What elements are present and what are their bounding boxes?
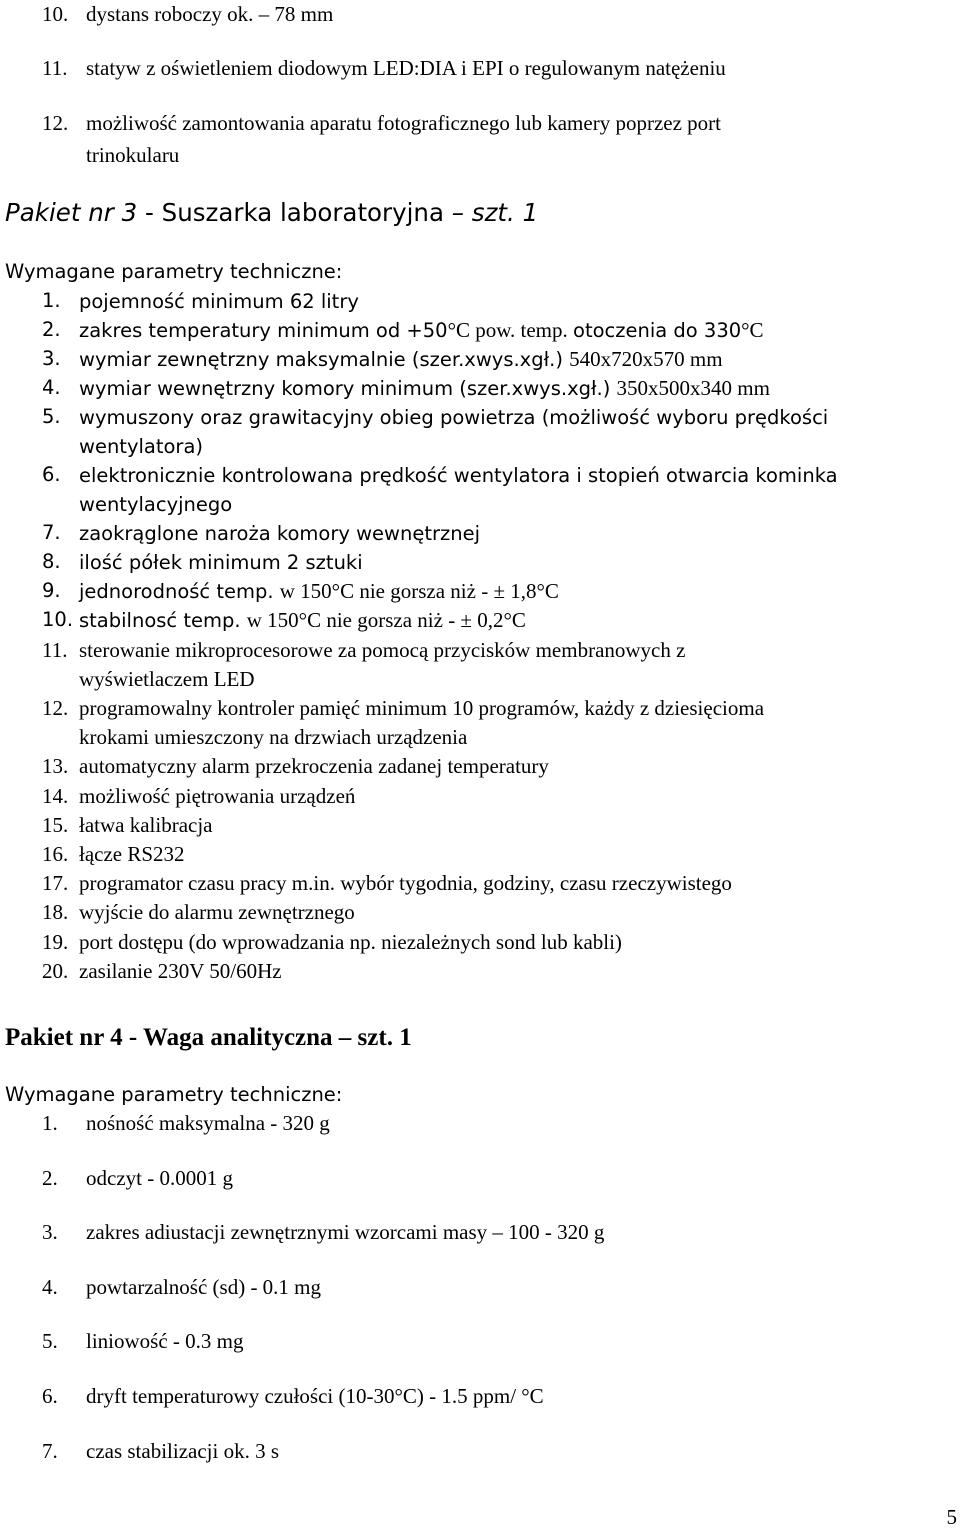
item-text: trinokularu bbox=[86, 143, 180, 167]
item-text bbox=[79, 669, 255, 690]
text-segment: automatyczny alarm przekroczenia zadanej temperatury bbox=[79, 754, 549, 778]
text-segment: zakres temperatury minimum od +50 bbox=[79, 319, 448, 342]
text-segment: sterowanie mikroprocesorowe za pomocą przycisków membranowych z bbox=[79, 638, 686, 662]
item-number: 7. bbox=[42, 521, 61, 544]
item-text bbox=[79, 873, 732, 894]
item-number: 18. bbox=[42, 900, 69, 924]
text-segment: pojemność minimum 62 litry bbox=[79, 290, 359, 313]
item-text bbox=[79, 815, 213, 836]
text-segment: °C bbox=[741, 318, 764, 342]
item-text: liniowość - 0.3 mg bbox=[86, 1329, 244, 1353]
item-text bbox=[79, 494, 232, 515]
item-number: 10. bbox=[42, 2, 69, 26]
item-number: 1. bbox=[42, 1111, 58, 1135]
text-segment: 350x500x340 mm bbox=[616, 376, 770, 400]
package4-title: Pakiet nr 4 - Waga analityczna – szt. 1 bbox=[5, 1024, 412, 1051]
item-text bbox=[79, 698, 764, 719]
item-text bbox=[79, 523, 480, 544]
item-text: odczyt - 0.0001 g bbox=[86, 1166, 233, 1190]
page-number: 5 bbox=[946, 1505, 957, 1529]
item-number: 17. bbox=[42, 871, 69, 895]
text-segment: °C pow. temp. bbox=[447, 318, 574, 342]
item-number: 15. bbox=[42, 813, 69, 837]
item-text bbox=[79, 320, 764, 341]
item-number: 2. bbox=[42, 1166, 58, 1190]
item-text: statyw z oświetleniem diodowym LED:DIA i EPI o regulowanym natężeniu bbox=[86, 56, 726, 80]
item-text: dryft temperaturowy czułości (10-30°C) - 1.5 ppm/ °C bbox=[86, 1384, 544, 1408]
item-text: nośność maksymalna - 320 g bbox=[86, 1111, 330, 1135]
text-segment: programator czasu pracy m.in. wybór tygodnia, godziny, czasu rzeczywistego bbox=[79, 871, 732, 895]
item-text bbox=[79, 378, 770, 399]
package3-title-part: - Suszarka laboratoryjna bbox=[137, 198, 452, 227]
item-text bbox=[79, 407, 828, 428]
text-segment: otoczenia do 330 bbox=[573, 319, 742, 342]
item-text: możliwość zamontowania aparatu fotograficznego lub kamery poprzez port bbox=[86, 111, 721, 135]
item-text bbox=[79, 581, 559, 602]
item-text bbox=[79, 610, 526, 631]
text-segment: w 150°C nie gorsza niż - ± 0,2°C bbox=[246, 608, 526, 632]
item-text: zakres adiustacji zewnętrznymi wzorcami masy – 100 - 320 g bbox=[86, 1220, 605, 1244]
item-number: 20. bbox=[42, 959, 69, 983]
item-text bbox=[79, 291, 359, 312]
item-number: 11. bbox=[42, 638, 68, 662]
item-text: dystans roboczy ok. – 78 mm bbox=[86, 2, 334, 26]
item-number: 4. bbox=[42, 376, 61, 399]
item-number: 13. bbox=[42, 754, 69, 778]
package3-title bbox=[5, 198, 539, 227]
item-number: 6. bbox=[42, 463, 61, 486]
item-text bbox=[79, 902, 355, 923]
item-text bbox=[79, 932, 622, 953]
item-text: powtarzalność (sd) - 0.1 mg bbox=[86, 1275, 322, 1299]
item-number: 2. bbox=[42, 318, 61, 341]
item-number: 16. bbox=[42, 842, 69, 866]
item-number: 6. bbox=[42, 1384, 58, 1408]
item-text bbox=[79, 727, 467, 748]
item-text bbox=[79, 756, 549, 777]
item-number: 10. bbox=[42, 608, 74, 631]
item-number: 1. bbox=[42, 289, 61, 312]
item-number: 7. bbox=[42, 1439, 58, 1463]
text-segment: port dostępu (do wprowadzania np. niezależnych sond lub kabli) bbox=[79, 930, 622, 954]
item-number: 8. bbox=[42, 550, 61, 573]
package3-params-label: Wymagane parametry techniczne: bbox=[5, 260, 343, 283]
item-text bbox=[79, 844, 185, 865]
text-segment: zasilanie 230V 50/60Hz bbox=[79, 959, 282, 983]
item-text bbox=[79, 640, 685, 661]
text-segment: jednorodność temp. bbox=[79, 580, 280, 603]
text-segment: w 150°C nie gorsza niż - ± 1,8°C bbox=[279, 579, 559, 603]
text-segment: zaokrąglone naroża komory wewnętrznej bbox=[79, 522, 480, 545]
item-number: 9. bbox=[42, 579, 61, 602]
item-text bbox=[79, 786, 355, 807]
item-text bbox=[79, 961, 282, 982]
text-segment: wentylacyjnego bbox=[79, 493, 233, 516]
item-number: 5. bbox=[42, 405, 61, 428]
text-segment: krokami umieszczony na drzwiach urządzenia bbox=[79, 725, 468, 749]
item-number: 3. bbox=[42, 347, 61, 370]
text-segment: stabilnosć temp. bbox=[79, 609, 247, 632]
text-segment: wymiar wewnętrzny komory minimum (szer.xwys.xgł.) bbox=[79, 377, 617, 400]
text-segment: ilość półek minimum 2 sztuki bbox=[79, 551, 363, 574]
package3-title-part: – szt. 1 bbox=[451, 198, 539, 227]
text-segment: wymiar zewnętrzny maksymalnie (szer.xwys.xgł.) bbox=[79, 348, 570, 371]
item-text bbox=[79, 349, 723, 370]
package4-params-label: Wymagane parametry techniczne: bbox=[5, 1083, 343, 1106]
item-text bbox=[79, 436, 203, 457]
item-number: 3. bbox=[42, 1220, 58, 1244]
item-number: 14. bbox=[42, 784, 69, 808]
text-segment: możliwość piętrowania urządzeń bbox=[79, 784, 356, 808]
text-segment: elektronicznie kontrolowana prędkość wentylatora i stopień otwarcia kominka bbox=[79, 464, 838, 487]
text-segment: łącze RS232 bbox=[79, 842, 185, 866]
package3-title-part: Pakiet nr 3 bbox=[5, 198, 138, 227]
text-segment: wentylatora) bbox=[79, 435, 204, 458]
text-segment: łatwa kalibracja bbox=[79, 813, 213, 837]
text-segment: wymuszony oraz grawitacyjny obieg powietrza (możliwość wyboru prędkości bbox=[79, 406, 829, 429]
text-segment: programowalny kontroler pamięć minimum 10 programów, każdy z dziesięcioma bbox=[79, 696, 765, 720]
item-text bbox=[79, 465, 838, 486]
text-segment: wyjście do alarmu zewnętrznego bbox=[79, 900, 355, 924]
item-number: 19. bbox=[42, 930, 69, 954]
item-number: 5. bbox=[42, 1329, 58, 1353]
item-number: 4. bbox=[42, 1275, 58, 1299]
item-text: czas stabilizacji ok. 3 s bbox=[86, 1439, 280, 1463]
text-segment: wyświetlaczem LED bbox=[79, 667, 255, 691]
text-segment: 540x720x570 mm bbox=[569, 347, 723, 371]
item-number: 11. bbox=[42, 56, 68, 80]
item-number: 12. bbox=[42, 696, 69, 720]
item-number: 12. bbox=[42, 111, 69, 135]
item-text bbox=[79, 552, 363, 573]
